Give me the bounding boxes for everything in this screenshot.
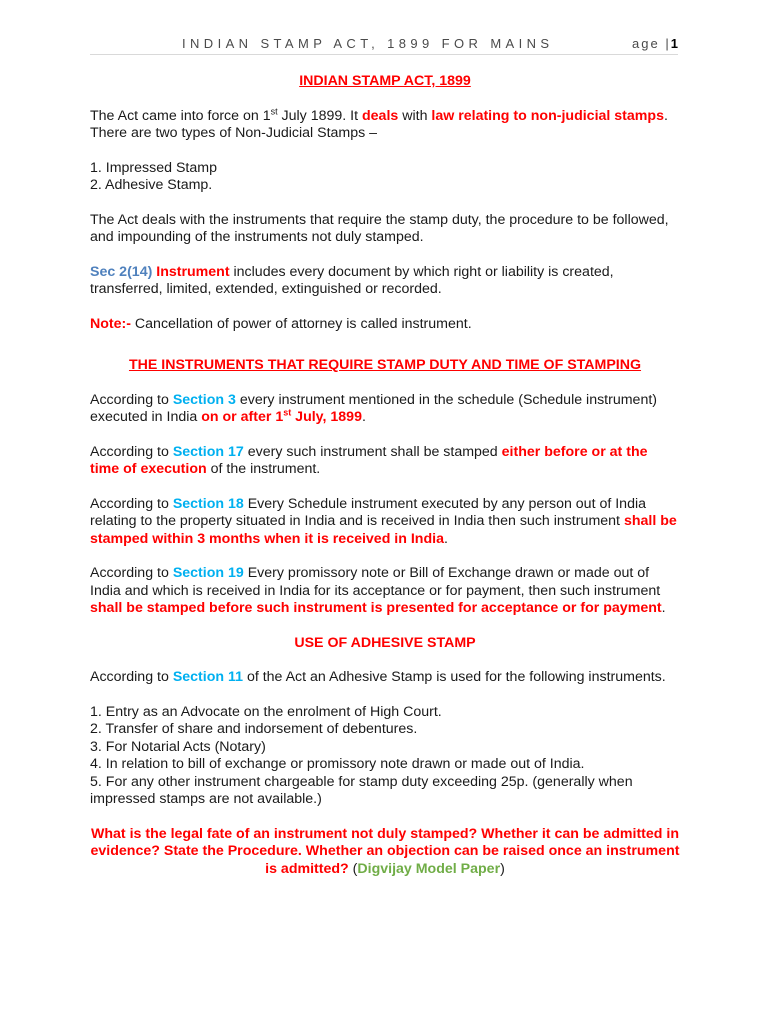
section-17-paragraph: According to Section 17 every such instrument shall be stamped either before or at the time of execution of the instrument. [90, 443, 648, 477]
header-title: INDIAN STAMP ACT, 1899 FOR MAINS [182, 36, 554, 51]
exam-question: What is the legal fate of an instrument not duly stamped? Whether it can be admitted in evidence? State the Procedure. Whether an objection can be raised once an instrument is admitted? (Digvijay Model Paper) [90, 825, 680, 877]
section-ref: Section 18 [172, 495, 244, 512]
list-item: 2. Transfer of share and indorsement of debentures. [90, 721, 418, 737]
list-item: 4. In relation to bill of exchange or promissory note drawn or made out of India. [90, 756, 585, 772]
note-paragraph: Note:- Cancellation of power of attorney is called instrument. [90, 315, 472, 332]
adhesive-use-list [90, 704, 680, 809]
list-item: 3. For Notarial Acts (Notary) [90, 738, 266, 755]
document-title: INDIAN STAMP ACT, 1899 [299, 73, 471, 89]
list-item: 1. Entry as an Advocate on the enrolment of High Court. [90, 703, 442, 720]
section-3-paragraph: According to Section 3 every instrument mentioned in the schedule (Schedule instrument) executed in India on or after 1st July, 1899. [90, 391, 658, 425]
question-source: Digvijay Model Paper [357, 860, 501, 877]
deals-paragraph: The Act deals with the instruments that require the stamp duty, the procedure to be followed, and impounding of the instruments not duly stamped. [90, 211, 669, 245]
section-ref: Sec 2(14) [90, 263, 153, 280]
intro-paragraph: The Act came into force on 1st July 1899. It deals with law relating to non-judicial stamps. There are two types of Non-Judicial Stamps – [90, 105, 668, 141]
section-11-paragraph: According to Section 11 of the Act an Adhesive Stamp is used for the following instruments. [90, 669, 666, 685]
section-ref: Section 17 [172, 443, 244, 460]
section-19-paragraph: According to Section 19 Every promissory note or Bill of Exchange drawn or made out of India and which is received in India for its acceptance or for payment, then such instrument shall be stamped before such instrument is presented for acceptance or for payment. [90, 565, 666, 616]
section-18-paragraph: According to Section 18 Every Schedule instrument executed by any person out of India relating to the property situated in India and is received in India then such instrument shall be stamped within 3 months when it is received in India. [90, 495, 677, 547]
page-header [90, 36, 678, 55]
section-heading-adhesive: USE OF ADHESIVE STAMP [294, 634, 476, 651]
section-heading-stamp-duty: THE INSTRUMENTS THAT REQUIRE STAMP DUTY AND TIME OF STAMPING [128, 357, 642, 373]
header-page-number: age |1 [632, 36, 678, 51]
list-item: 2. Adhesive Stamp. [90, 177, 213, 193]
stamp-types-list [90, 160, 680, 195]
section-ref: Section 3 [172, 391, 236, 408]
section-ref: Section 11 [172, 669, 243, 685]
section-ref: Section 19 [172, 565, 244, 581]
sec-2-14-paragraph: Sec 2(14) Instrument includes every document by which right or liability is created, transferred, limited, extended, extinguished or recorded. [90, 263, 614, 297]
document-body [90, 73, 680, 895]
list-item: 5. For any other instrument chargeable for stamp duty exceeding 25p. (generally when impressed stamps are not available.) [90, 773, 633, 807]
list-item: 1. Impressed Stamp [90, 159, 217, 176]
